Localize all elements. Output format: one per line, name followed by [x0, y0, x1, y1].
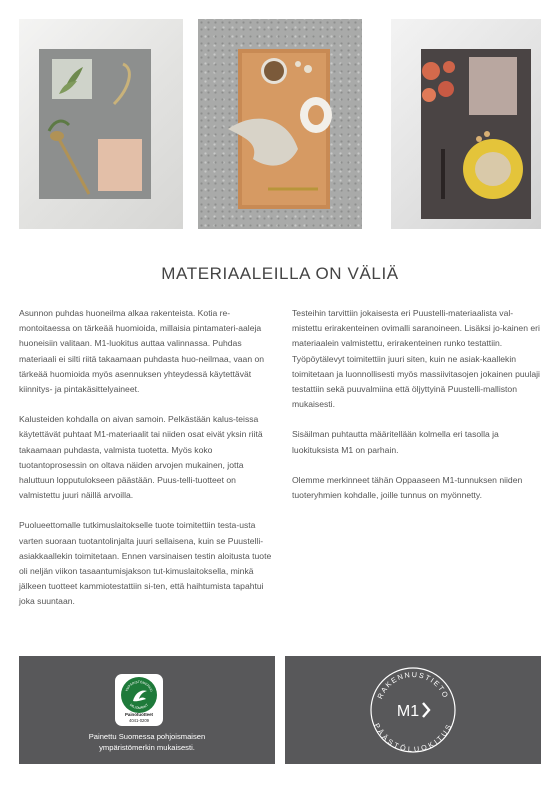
swan-arc-bottom: MILJÖMÄRKT — [129, 702, 149, 711]
swan-arc-top: YMPÄRISTÖMERKKI — [124, 679, 154, 693]
footer-caption — [19, 731, 275, 753]
svg-text:YMPÄRISTÖMERKKI — [125, 680, 154, 692]
paragraph: Sisäilman puhtautta määritellään kolmella eri tasolla ja luokituksista M1 on parhain. — [292, 429, 499, 455]
chevron-right-icon — [423, 703, 429, 717]
photo-strip — [19, 19, 541, 229]
paragraph: Asunnon puhdas huoneilma alkaa rakenteista. Kotia re-montoitaessa on tärkeää huomioida, millaisia pintamateri-aaleja huoneisiin valitaan. M1-luokitus auttaa valinnassa. Puhdas materiaali ei silti riitä takaamaan puhdasta huo-neilmaa, vaan on tärkeää huomioida myös asennuksen yhteydessä käytettävät kiinnitys- ja pintakäsittelyaineet. — [19, 308, 265, 395]
svg-text:MILJÖMÄRKT — [129, 703, 149, 710]
m1-arc-top: RAKENNUSTIETO — [375, 669, 451, 701]
swan-label-line2: 4041-0209 — [128, 718, 150, 723]
paragraph: Testeihin tarvittiin jokaisesta eri Puustelli-materiaalista val-mistettu erirakenteinen ovimalli saranoineen. Lisäksi jo-kainen eri materiaalein valmistettu, erirakenteinen runko testattiin. Työpöytälevyt toimitettiin juuri siten, kuin ne asiak-kaallekin toimitetaan ja luonnollisesti myös massiivitasojen jokainen puulaji testattiin sekä puuvalmiina että öljyttyinä Puustelli-malliston mukaisesti. — [292, 308, 540, 410]
m1-classification-badge — [368, 665, 458, 755]
svg-text:PÄÄSTÖLUOKITUS — [372, 722, 454, 754]
swan-label-line1: Painotuotteet — [124, 712, 154, 717]
photo-dark-board — [391, 19, 541, 229]
swan-icon — [121, 677, 157, 713]
caption-line-1: Painettu Suomessa pohjoismaisen — [88, 732, 206, 741]
m1-arc-bottom: PÄÄSTÖLUOKITUS — [372, 721, 454, 754]
photo-wood-tray — [198, 19, 362, 229]
paragraph: Olemme merkinneet tähän Oppaaseen M1-tunnuksen niiden tuoteryhmien kohdalle, joille tunnus on myönnetty. — [292, 474, 523, 501]
text-column-right — [292, 306, 541, 518]
paragraph: Puolueettomalle tutkimuslaitokselle tuote toimitettiin testa-usta varten suoraan tuotantolinjalta juuri sellaisena, kuin se Puustelli-asiakkaallekin toimitetaan. Ennen varsinaisen testin aloitusta tuote oli neljän viikon tasaantumisjakson tut-kimuslaitoksella, minkä jälkeen tuotteet kammiotestattiin si-ten, että haihtumista tapahtui joka suuntaan. — [19, 520, 272, 607]
nordic-swan-ecolabel — [115, 674, 163, 726]
page-title: MATERIAALEILLA ON VÄLIÄ — [161, 264, 399, 283]
photo-grey-board — [19, 19, 183, 229]
text-column-left — [19, 306, 275, 625]
caption-line-2: ympäristömerkin mukaisesti. — [99, 743, 195, 752]
svg-text:RAKENNUSTIETO — [375, 670, 451, 700]
m1-center-text: M1 — [396, 703, 420, 720]
paragraph: Kalusteiden kohdalla on aivan samoin. Pelkästään kalus-teissa käytettävät puhtaat M1-materiaalit tai niiden osat eivät yksin riitä takaamaan puhdasta, valmista tuotetta. Myös koko tuotantoprosessin on oltava näiden arvojen mukainen, jotta haluttuun lopputulokseen päästään. Puus-telli-tuotteet on valmistettu juuri näillä arvoilla. — [19, 414, 263, 501]
